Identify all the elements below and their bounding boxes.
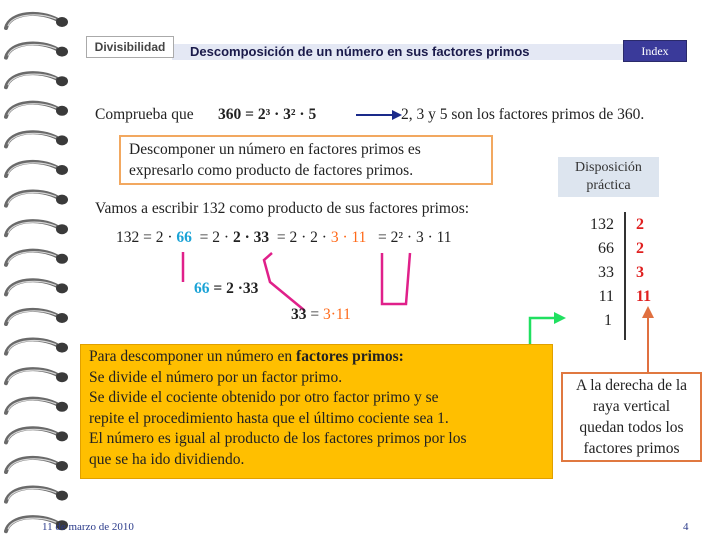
- rule-line-1: [89, 347, 544, 368]
- eq-3-11: 3 · 11: [330, 229, 367, 246]
- rule-box: [80, 344, 553, 479]
- rule-line-5: El número es igual al producto de los factores primos por los: [89, 430, 467, 447]
- rule-line-6: que se ha ido dividiendo.: [89, 450, 245, 468]
- example-intro: Vamos a escribir 132 como producto de sus factores primos:: [95, 200, 470, 217]
- sub-33-eq: =: [310, 306, 320, 323]
- rule-line-3: Se divide el cociente obtenido por otro factor primo y se: [89, 389, 439, 406]
- prime-factor: 11: [636, 288, 652, 305]
- dividend: 11: [598, 288, 614, 305]
- connector-3-11: [382, 253, 410, 304]
- sub-eq-66: [194, 280, 258, 298]
- slide-title: Descomposición de un número en sus factores primos: [190, 44, 530, 59]
- eq-2-33: 2 · 33: [232, 229, 270, 246]
- sub-66-result: = 2 ·33: [213, 280, 259, 297]
- note-line-4: factores primos: [583, 440, 680, 457]
- rule-line-1b: factores primos:: [296, 348, 404, 365]
- section-tab[interactable]: Divisibilidad: [86, 36, 174, 58]
- sub-eq-33: [291, 306, 351, 324]
- sub-33: 33: [291, 306, 307, 323]
- green-arrow-icon: [554, 312, 566, 324]
- check-equation: 360 = 2³ · 3² · 5: [218, 106, 317, 123]
- note-box: [561, 372, 702, 462]
- definition-line-1: Descomponer un número en factores primos es: [129, 141, 421, 158]
- dividends-column: [574, 213, 614, 333]
- factors-column: [636, 213, 651, 309]
- note-line-2: raya vertical: [592, 398, 670, 415]
- note-line-1: A la derecha de la: [575, 377, 688, 394]
- rule-line-2: Se divide el número por un factor primo.: [89, 368, 343, 386]
- sub-33-result: 3·11: [323, 306, 351, 323]
- disposicion-line-2: práctica: [586, 178, 631, 193]
- sub-66: 66: [194, 280, 210, 297]
- page-number: 4: [683, 521, 689, 533]
- eq-3: = 2 · 2 ·: [276, 229, 327, 246]
- eq-end: = 2² · 3 · 11: [378, 229, 452, 246]
- eq-2: = 2 ·: [199, 229, 230, 246]
- rule-line-1a: Para descomponer un número en: [89, 348, 293, 365]
- dividend: 1: [604, 312, 612, 329]
- disposicion-line-1: Disposición: [575, 160, 642, 175]
- dividend: 132: [590, 216, 614, 233]
- prime-factor: 3: [636, 264, 644, 281]
- check-result: 2, 3 y 5 son los factores primos de 360.: [401, 106, 645, 123]
- index-button[interactable]: Index: [623, 40, 687, 62]
- note-line-3: quedan todos los: [579, 419, 684, 436]
- dividend: 33: [598, 264, 614, 281]
- eq-66: 66: [176, 229, 192, 246]
- connector-33: [264, 253, 304, 310]
- prime-factor: 2: [636, 240, 644, 257]
- footer-date: 11 de marzo de 2010: [42, 521, 134, 533]
- prime-factor: 2: [636, 216, 644, 233]
- check-label: Comprueba que: [95, 106, 194, 123]
- rule-line-4: repite el procedimiento hasta que el último cociente sea 1.: [89, 409, 449, 427]
- eq-start: 132 = 2 ·: [116, 229, 173, 246]
- definition-line-2: expresarlo como producto de factores primos.: [129, 162, 414, 179]
- dividend: 66: [598, 240, 614, 257]
